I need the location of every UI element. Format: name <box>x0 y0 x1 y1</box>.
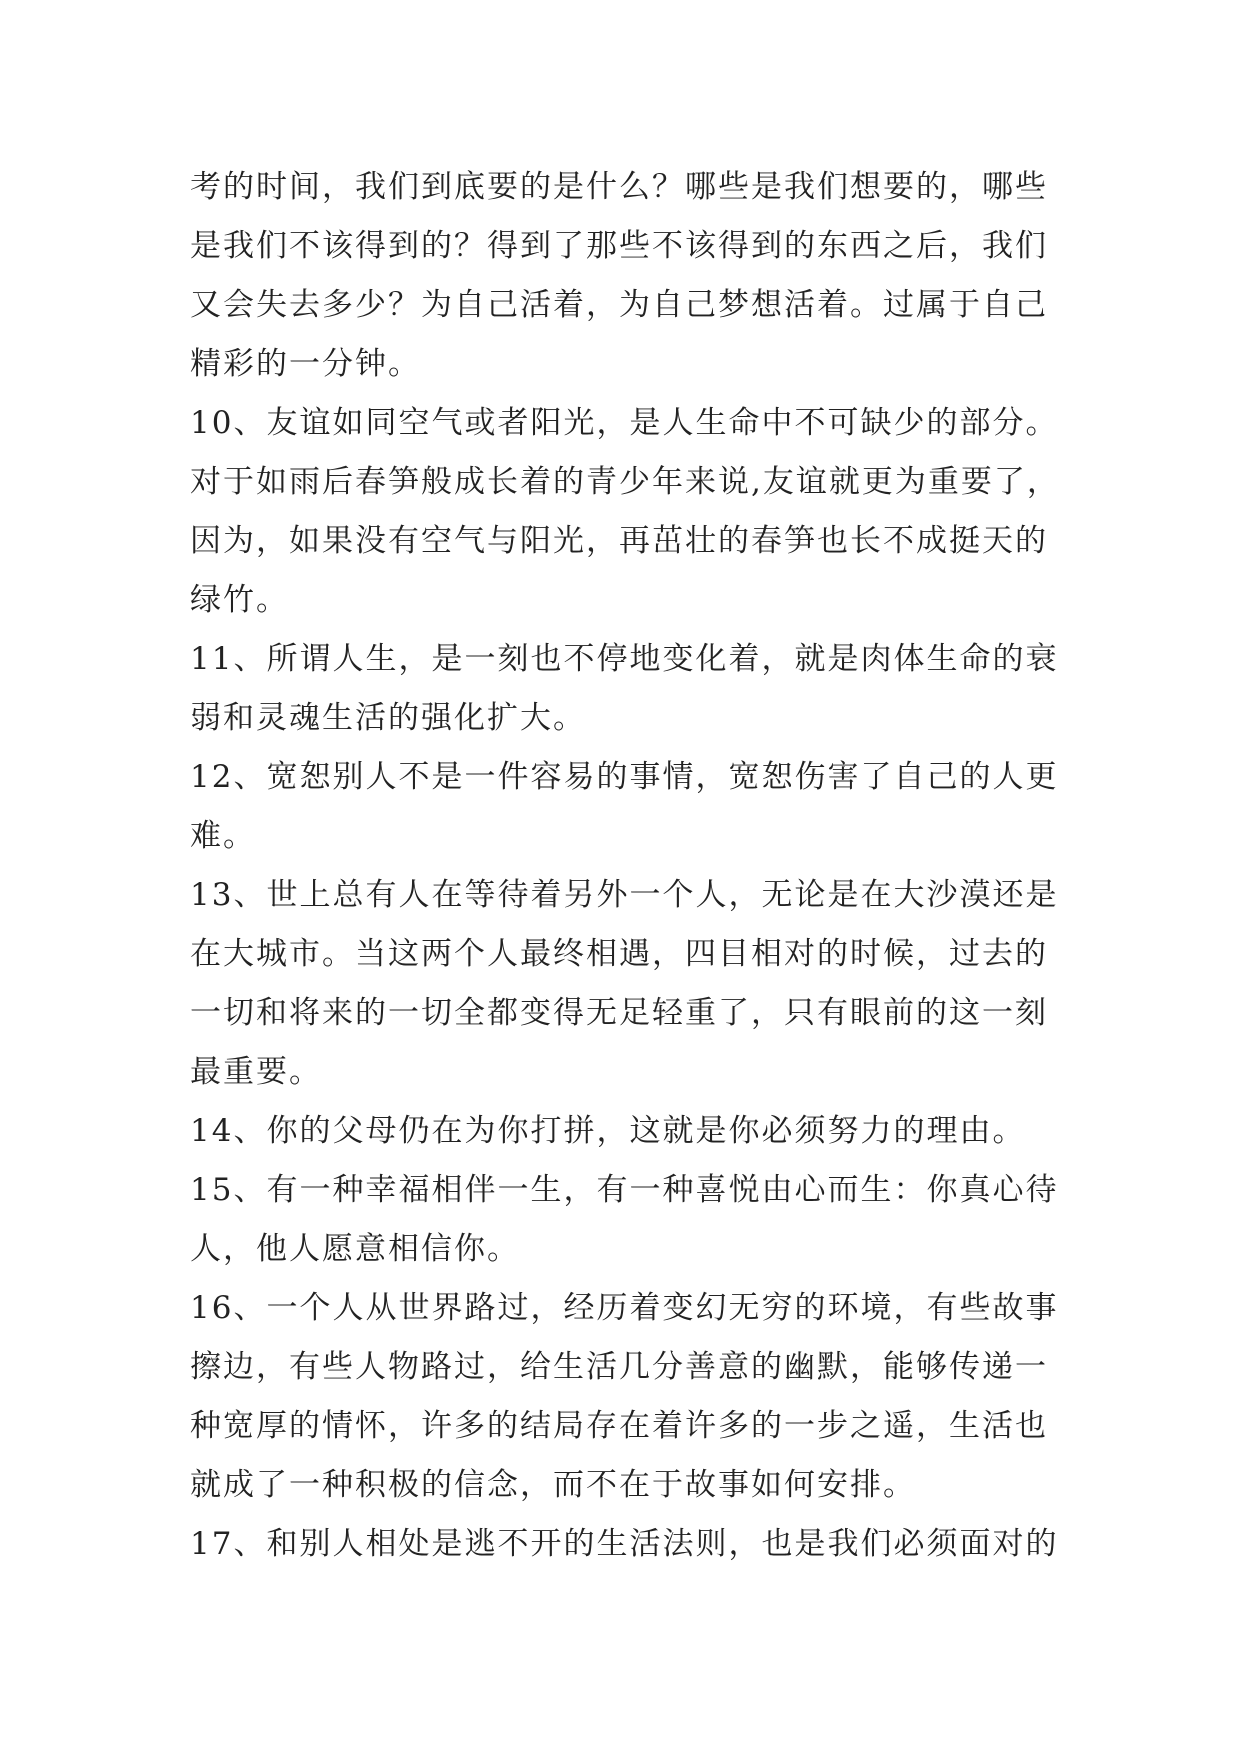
text-line: 种宽厚的情怀，许多的结局存在着许多的一步之遥，生活也 <box>190 1408 1048 1444</box>
text-line: 最重要。 <box>190 1054 322 1090</box>
text-line: 人，他人愿意相信你。 <box>190 1231 520 1267</box>
text-line: 精彩的一分钟。 <box>190 346 421 382</box>
text-line: 是我们不该得到的？得到了那些不该得到的东西之后，我们 <box>190 228 1048 264</box>
text-line: 14、你的父母仍在为你打拼，这就是你必须努力的理由。 <box>190 1113 1026 1149</box>
text-line: 13、世上总有人在等待着另外一个人，无论是在大沙漠还是 <box>190 877 1059 913</box>
text-line: 16、一个人从世界路过，经历着变幻无穷的环境，有些故事 <box>190 1290 1059 1326</box>
text-line: 在大城市。当这两个人最终相遇，四目相对的时候，过去的 <box>190 936 1048 972</box>
text-line: 绿竹。 <box>190 582 289 618</box>
text-line: 又会失去多少？为自己活着，为自己梦想活着。过属于自己 <box>190 287 1048 323</box>
text-line: 一切和将来的一切全都变得无足轻重了，只有眼前的这一刻 <box>190 995 1048 1031</box>
text-line: 就成了一种积极的信念，而不在于故事如何安排。 <box>190 1467 916 1503</box>
text-line: 11、所谓人生，是一刻也不停地变化着，就是肉体生命的衰 <box>190 641 1059 677</box>
body-text <box>190 158 1070 1574</box>
text-line: 10、友谊如同空气或者阳光，是人生命中不可缺少的部分。 <box>190 405 1059 441</box>
text-line: 难。 <box>190 818 256 854</box>
text-line: 17、和别人相处是逃不开的生活法则，也是我们必须面对的 <box>190 1526 1059 1562</box>
text-line: 对于如雨后春笋般成长着的青少年来说,友谊就更为重要了， <box>190 464 1060 500</box>
text-line: 12、宽恕别人不是一件容易的事情，宽恕伤害了自己的人更 <box>190 759 1059 795</box>
text-line: 擦边，有些人物路过，给生活几分善意的幽默，能够传递一 <box>190 1349 1048 1385</box>
text-line: 考的时间，我们到底要的是什么？哪些是我们想要的，哪些 <box>190 169 1048 205</box>
text-line: 因为，如果没有空气与阳光，再茁壮的春笋也长不成挺天的 <box>190 523 1048 559</box>
text-line: 15、有一种幸福相伴一生，有一种喜悦由心而生：你真心待 <box>190 1172 1059 1208</box>
text-line: 弱和灵魂生活的强化扩大。 <box>190 700 586 736</box>
